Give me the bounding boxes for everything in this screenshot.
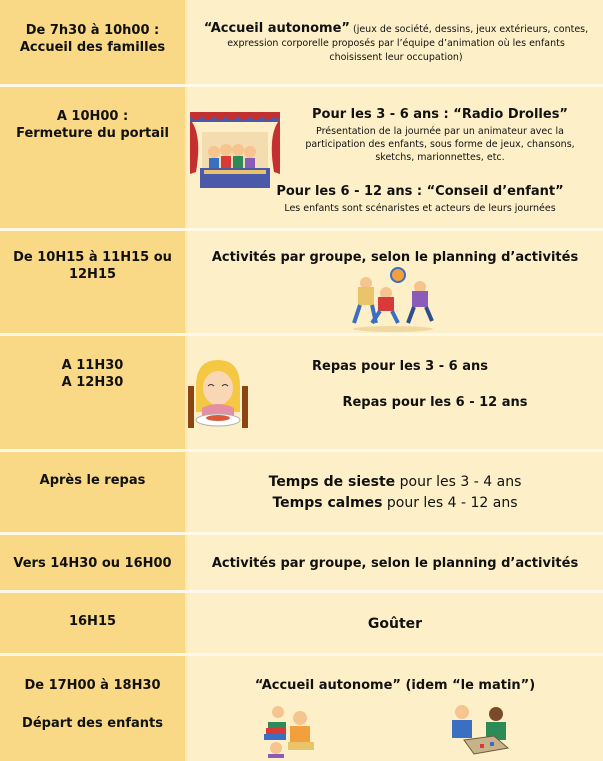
- departure-label: Départ des enfants: [22, 716, 163, 731]
- quiet-label: Temps calmes: [272, 495, 383, 511]
- activity-cell: [187, 452, 603, 532]
- activity-description-3-6: Présentation de la journée par un animateur avec la participation des enfants, sous forme de jeux, chansons, sketchs, marionnettes, etc.: [305, 126, 575, 163]
- time-cell: [0, 452, 185, 532]
- children-reading-books-image: [262, 698, 318, 758]
- schedule-row-1: [0, 0, 603, 84]
- girl-eating-image: [188, 356, 248, 428]
- quiet-line: [200, 494, 590, 513]
- activity-title: “Accueil autonome”: [203, 21, 350, 36]
- activity-description-6-12: Les enfants sont scénaristes et acteurs de leurs journées: [284, 203, 556, 214]
- schedule-row-5: [0, 452, 603, 532]
- activity-title: Goûter: [367, 616, 423, 632]
- nap-line: [200, 473, 590, 492]
- puppet-theater-image: [190, 112, 280, 190]
- time-cell: [0, 656, 185, 761]
- schedule-row-7: [0, 593, 603, 653]
- quiet-ages: pour les 4 - 12 ans: [382, 495, 518, 511]
- children-playing-board-game-image: [444, 700, 514, 758]
- meal-6-12: Repas pour les 6 - 12 ans: [342, 395, 528, 410]
- time-label: De 17H00 à 18H30: [24, 678, 161, 693]
- time-label: De 10H15 à 11H15 ou 12H15: [13, 250, 172, 282]
- meal-3-6: Repas pour les 3 - 6 ans: [312, 359, 488, 374]
- time-label: 16H15: [68, 614, 117, 629]
- schedule-row-8: [0, 656, 603, 761]
- time-label: A 10H00 : Fermeture du portail: [16, 109, 169, 141]
- schedule-row-6: [0, 535, 603, 590]
- time-label: A 11H30 A 12H30: [61, 358, 124, 390]
- time-cell: [0, 336, 185, 449]
- activity-text: [200, 22, 592, 65]
- activity-title: Activités par groupe, selon le planning d’activités: [211, 556, 579, 571]
- activity-title: Activités par groupe, selon le planning d’activités: [211, 250, 579, 265]
- schedule-row-3: [0, 231, 603, 333]
- activity-title-3-6: Pour les 3 - 6 ans : “Radio Drolles”: [312, 107, 568, 122]
- nap-label: Temps de sieste: [268, 474, 396, 490]
- activity-description: (jeux de société, dessins, jeux extérieurs, contes, expression corporelle proposés par l’équipe d’animation où les enfants choisissent leur occupation): [227, 24, 589, 63]
- activity-cell: [187, 336, 603, 449]
- time-label: Vers 14H30 ou 16H00: [13, 556, 172, 571]
- activity-text: [290, 106, 590, 164]
- activity-text-2: [240, 183, 600, 215]
- activity-title: “Accueil autonome” (idem “le matin”): [254, 678, 536, 693]
- activity-title-6-12: Pour les 6 - 12 ans : “Conseil d’enfant”: [276, 184, 564, 199]
- schedule-row-2: [0, 87, 603, 228]
- nap-ages: pour les 3 - 4 ans: [395, 474, 522, 490]
- activity-cell: [187, 656, 603, 761]
- children-playing-ball-image: [348, 263, 438, 333]
- time-label: Après le repas: [39, 473, 146, 488]
- time-label: De 7h30 à 10h00 : Accueil des familles: [19, 23, 166, 55]
- schedule-row-4: [0, 336, 603, 449]
